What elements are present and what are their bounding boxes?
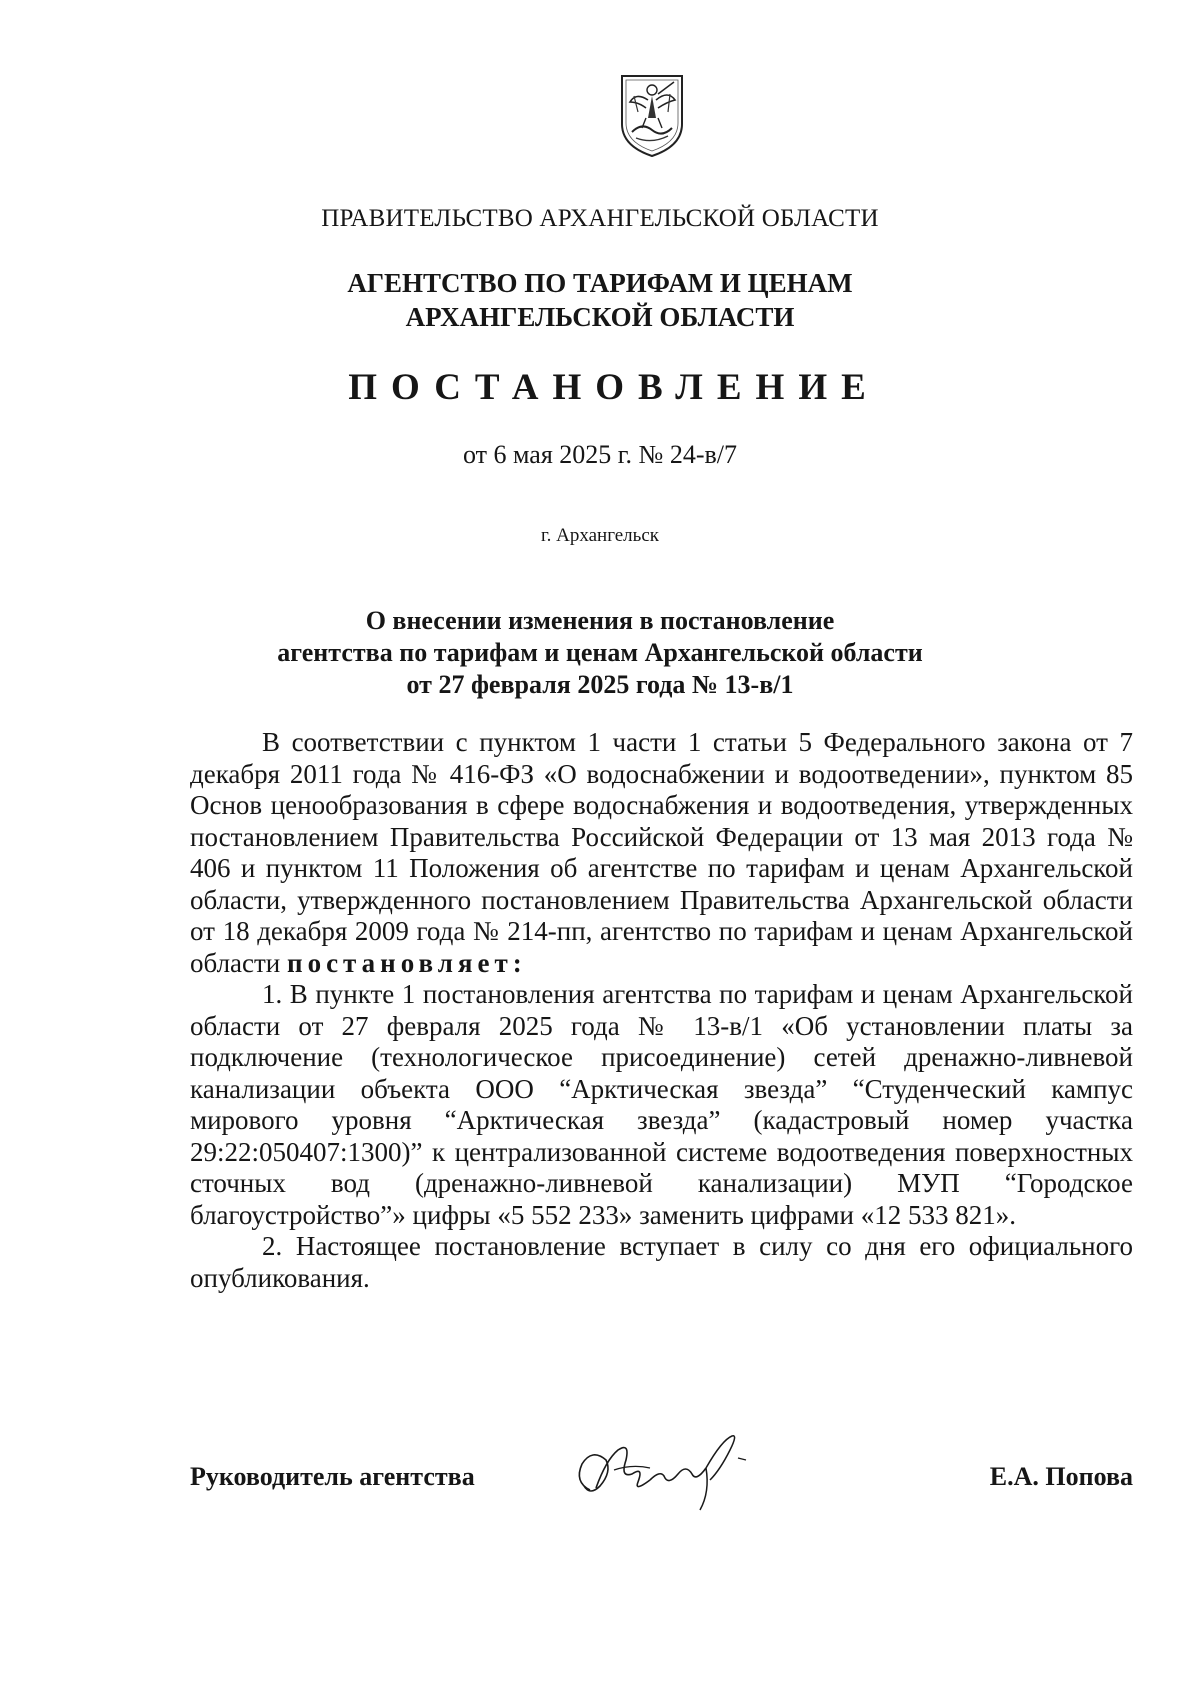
preamble-paragraph [190, 727, 1133, 979]
signatory-position: Руководитель агентства [190, 1462, 475, 1491]
subject-line3: от 27 февраля 2025 года № 13-в/1 [406, 670, 794, 699]
resolves-word: постановляет: [287, 947, 527, 978]
government-heading: ПРАВИТЕЛЬСТВО АРХАНГЕЛЬСКОЙ ОБЛАСТИ [321, 205, 879, 232]
signature-block [190, 1435, 1133, 1515]
subject-line2: агентства по тарифам и ценам Архангельской области [277, 638, 923, 667]
signatory-name: Е.А. Попова [989, 1462, 1133, 1491]
document-subject [0, 605, 1200, 701]
document-type-title: ПОСТАНОВЛЕНИЕ [348, 367, 880, 408]
document-body [190, 727, 1133, 1294]
coat-of-arms-icon [618, 72, 686, 158]
item-2-paragraph: 2. Настоящее постановление вступает в силу со дня его официального опубликования. [190, 1231, 1133, 1293]
preamble-text: В соответствии с пунктом 1 части 1 статьи 5 Федерального закона от 7 декабря 2011 года № 416-ФЗ «О водоснабжении и водоотведении», пунктом 85 Основ ценообразования в сфере водоснабжения и водоотведения, утвержденных постановлением Правительства Российской Федерации от 13 мая 2013 года № 406 и пунктом 11 Положения об агентстве по тарифам и ценам Архангельской области, утвержденного постановлением Правительства Архангельской области от 18 декабря 2009 года № 214-пп, агентство по тарифам и ценам Архангельской области [190, 727, 1133, 978]
document-date-number: от 6 мая 2025 г. № 24-в/7 [463, 440, 737, 469]
item-1-paragraph: 1. В пункте 1 постановления агентства по тарифам и ценам Архангельской области от 27 февраля 2025 года № 13-в/1 «Об установлении платы за подключение (технологическое присоединение) сетей дренажно-ливневой канализации объекта ООО “Арктическая звезда” “Студенческий кампус мирового уровня “Арктическая звезда” (кадастровый номер участка 29:22:050407:1300)” к централизованной системе водоотведения поверхностных сточных вод (дренажно-ливневой канализации) МУП “Городское благоустройство”» цифры «5 552 233» заменить цифрами «12 533 821». [190, 979, 1133, 1230]
subject-line1: О внесении изменения в постановление [365, 606, 835, 635]
agency-heading [0, 266, 1200, 334]
handwritten-signature [560, 1430, 770, 1515]
document-city: г. Архангельск [540, 525, 659, 546]
agency-heading-line1: АГЕНТСТВО ПО ТАРИФАМ И ЦЕНАМ [347, 268, 853, 298]
agency-heading-line2: АРХАНГЕЛЬСКОЙ ОБЛАСТИ [405, 302, 795, 332]
